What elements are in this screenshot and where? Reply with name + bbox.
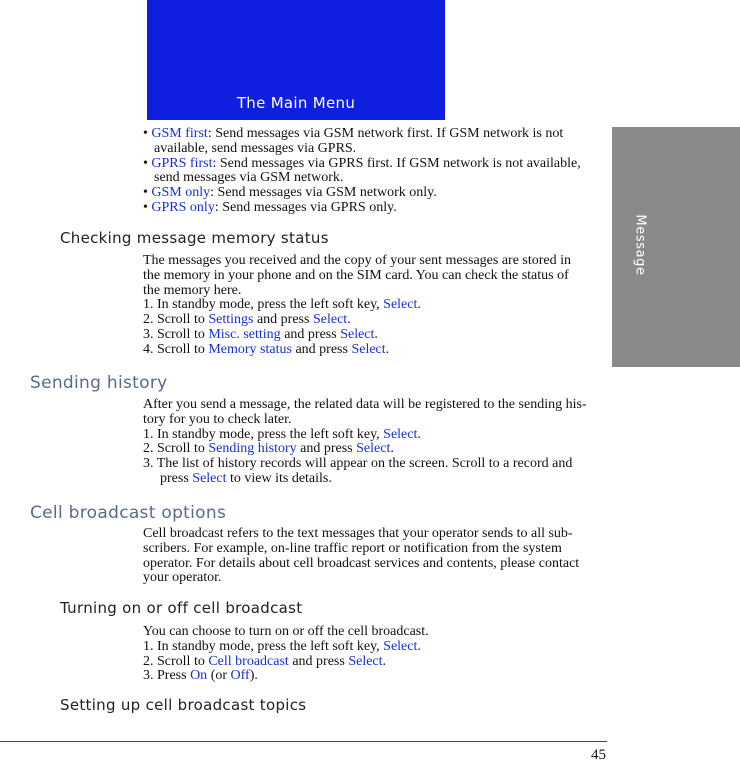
memory-section: [143, 254, 609, 358]
banner-title: The Main Menu: [236, 94, 356, 112]
option-gprs-only: GPRS only: [151, 199, 215, 215]
section-side-tab: [612, 127, 740, 367]
step: 3. Press On (or Off).: [143, 668, 258, 684]
history-heading: Sending history: [30, 373, 168, 393]
step: 4. Scroll to Memory status and press Select.: [143, 341, 390, 357]
paragraph-line: You can choose to turn on or off the cell broadcast.: [143, 624, 429, 639]
footer-rule: [0, 741, 607, 742]
option-gprs-first: GPRS first: [151, 155, 213, 171]
topics-heading: Setting up cell broadcast topics: [60, 696, 307, 714]
list-item-continuation: available, send messages via GPRS.: [154, 140, 357, 156]
side-tab-label: Message: [632, 214, 648, 276]
paragraph-line: the memory in your phone and on the SIM card. You can check the status of: [143, 267, 569, 283]
step: 1. In standby mode, press the left soft key, Select.: [143, 297, 421, 313]
network-options-list: [143, 127, 609, 216]
broadcast-section: [143, 527, 609, 586]
paragraph-line: Cell broadcast refers to the text messages that your operator sends to all sub-: [143, 526, 573, 541]
list-item: • GSM only: Send messages via GSM network only.: [143, 185, 437, 201]
memory-heading: Checking message memory status: [60, 229, 329, 247]
step-continuation: press Select to view its details.: [160, 470, 332, 486]
list-item: • GPRS first: Send messages via GPRS first. If GSM network is not available,: [143, 155, 581, 171]
paragraph-line: the memory here.: [143, 282, 242, 298]
main-menu-banner: [147, 0, 445, 120]
step: 2. Scroll to Sending history and press Select.: [143, 441, 394, 457]
paragraph-line: scribers. For example, on-line traffic report or notification from the system: [143, 540, 562, 556]
turning-section: [143, 625, 609, 684]
option-gsm-first: GSM first: [151, 126, 208, 141]
step: 3. The list of history records will appear on the screen. Scroll to a record and: [143, 456, 573, 472]
step: 1. In standby mode, press the left soft key, Select.: [143, 426, 421, 442]
paragraph-line: your operator.: [143, 570, 222, 586]
broadcast-heading: Cell broadcast options: [30, 503, 227, 523]
step: 3. Scroll to Misc. setting and press Select.: [143, 326, 378, 342]
step: 2. Scroll to Cell broadcast and press Select.: [143, 653, 387, 669]
paragraph-line: After you send a message, the related data will be registered to the sending his-: [143, 397, 587, 412]
page-number: 45: [591, 747, 606, 763]
step: 1. In standby mode, press the left soft key, Select.: [143, 638, 421, 654]
turning-heading: Turning on or off cell broadcast: [60, 599, 303, 617]
paragraph-line: The messages you received and the copy of your sent messages are stored in: [143, 253, 572, 268]
option-gsm-only: GSM only: [151, 185, 211, 201]
history-section: [143, 398, 609, 487]
list-item: • GSM first: Send messages via GSM network first. If GSM network is not: [143, 126, 564, 141]
paragraph-line: operator. For details about cell broadcast services and contents, please contact: [143, 555, 580, 571]
step: 2. Scroll to Settings and press Select.: [143, 312, 351, 328]
list-item-continuation: send messages via GSM network.: [154, 170, 344, 186]
paragraph-line: tory for you to check later.: [143, 411, 292, 427]
list-item: • GPRS only: Send messages via GPRS only.: [143, 199, 397, 215]
